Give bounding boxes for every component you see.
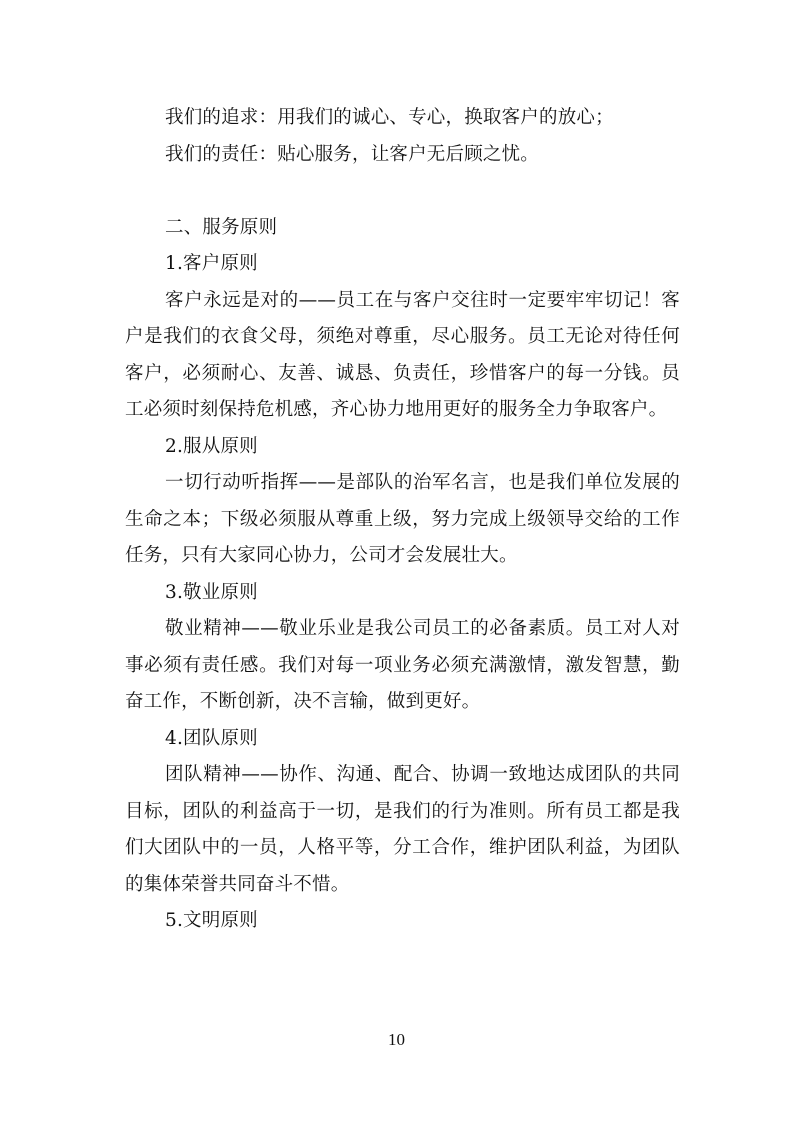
principle-heading-team: 4.团队原则 xyxy=(165,727,258,749)
principle-heading-obedience: 2.服从原则 xyxy=(165,435,258,457)
principle-heading-dedication: 3.敬业原则 xyxy=(165,581,258,603)
principle-body-obedience: 一切行动听指挥——是部队的治军名言，也是我们单位发展的生命之本；下级必须服从尊重上级，努力完成上级领导交给的工作任务，只有大家同心协力，公司才会发展壮大。 xyxy=(125,472,680,566)
pursuit-statement: 我们的追求：用我们的诚心、专心，换取客户的放心； xyxy=(165,107,614,128)
responsibility-statement: 我们的责任：贴心服务，让客户无后顾之忧。 xyxy=(165,143,540,165)
principle-heading-customer: 1.客户原则 xyxy=(165,253,258,274)
principle-body-team: 团队精神——协作、沟通、配合、协调一致地达成团队的共同目标，团队的利益高于一切，是我们的行为准则。所有员工都是我们大团队中的一员，人格平等，分工合作，维护团队利益，为团队的集体荣誉共同奋斗不惜。 xyxy=(125,764,680,895)
section-title: 二、服务原则 xyxy=(165,216,278,238)
principle-body-customer: 客户永远是对的——员工在与客户交往时一定要牢牢切记！客户是我们的衣食父母，须绝对尊重，尽心服务。员工无论对待任何客户，必须耐心、友善、诚恳、负责任，珍惜客户的每一分钱。员工必须时刻保持危机感，齐心协力地用更好的服务全力争取客户。 xyxy=(125,289,680,420)
principle-body-dedication: 敬业精神——敬业乐业是我公司员工的必备素质。员工对人对事必须有责任感。我们对每一项业务必须充满激情，激发智慧，勤奋工作，不断创新，决不言输，做到更好。 xyxy=(125,618,680,712)
page-number: 10 xyxy=(388,1030,405,1049)
principle-heading-civility: 5.文明原则 xyxy=(165,910,258,931)
blank-line xyxy=(125,173,680,210)
document-body xyxy=(125,100,680,940)
